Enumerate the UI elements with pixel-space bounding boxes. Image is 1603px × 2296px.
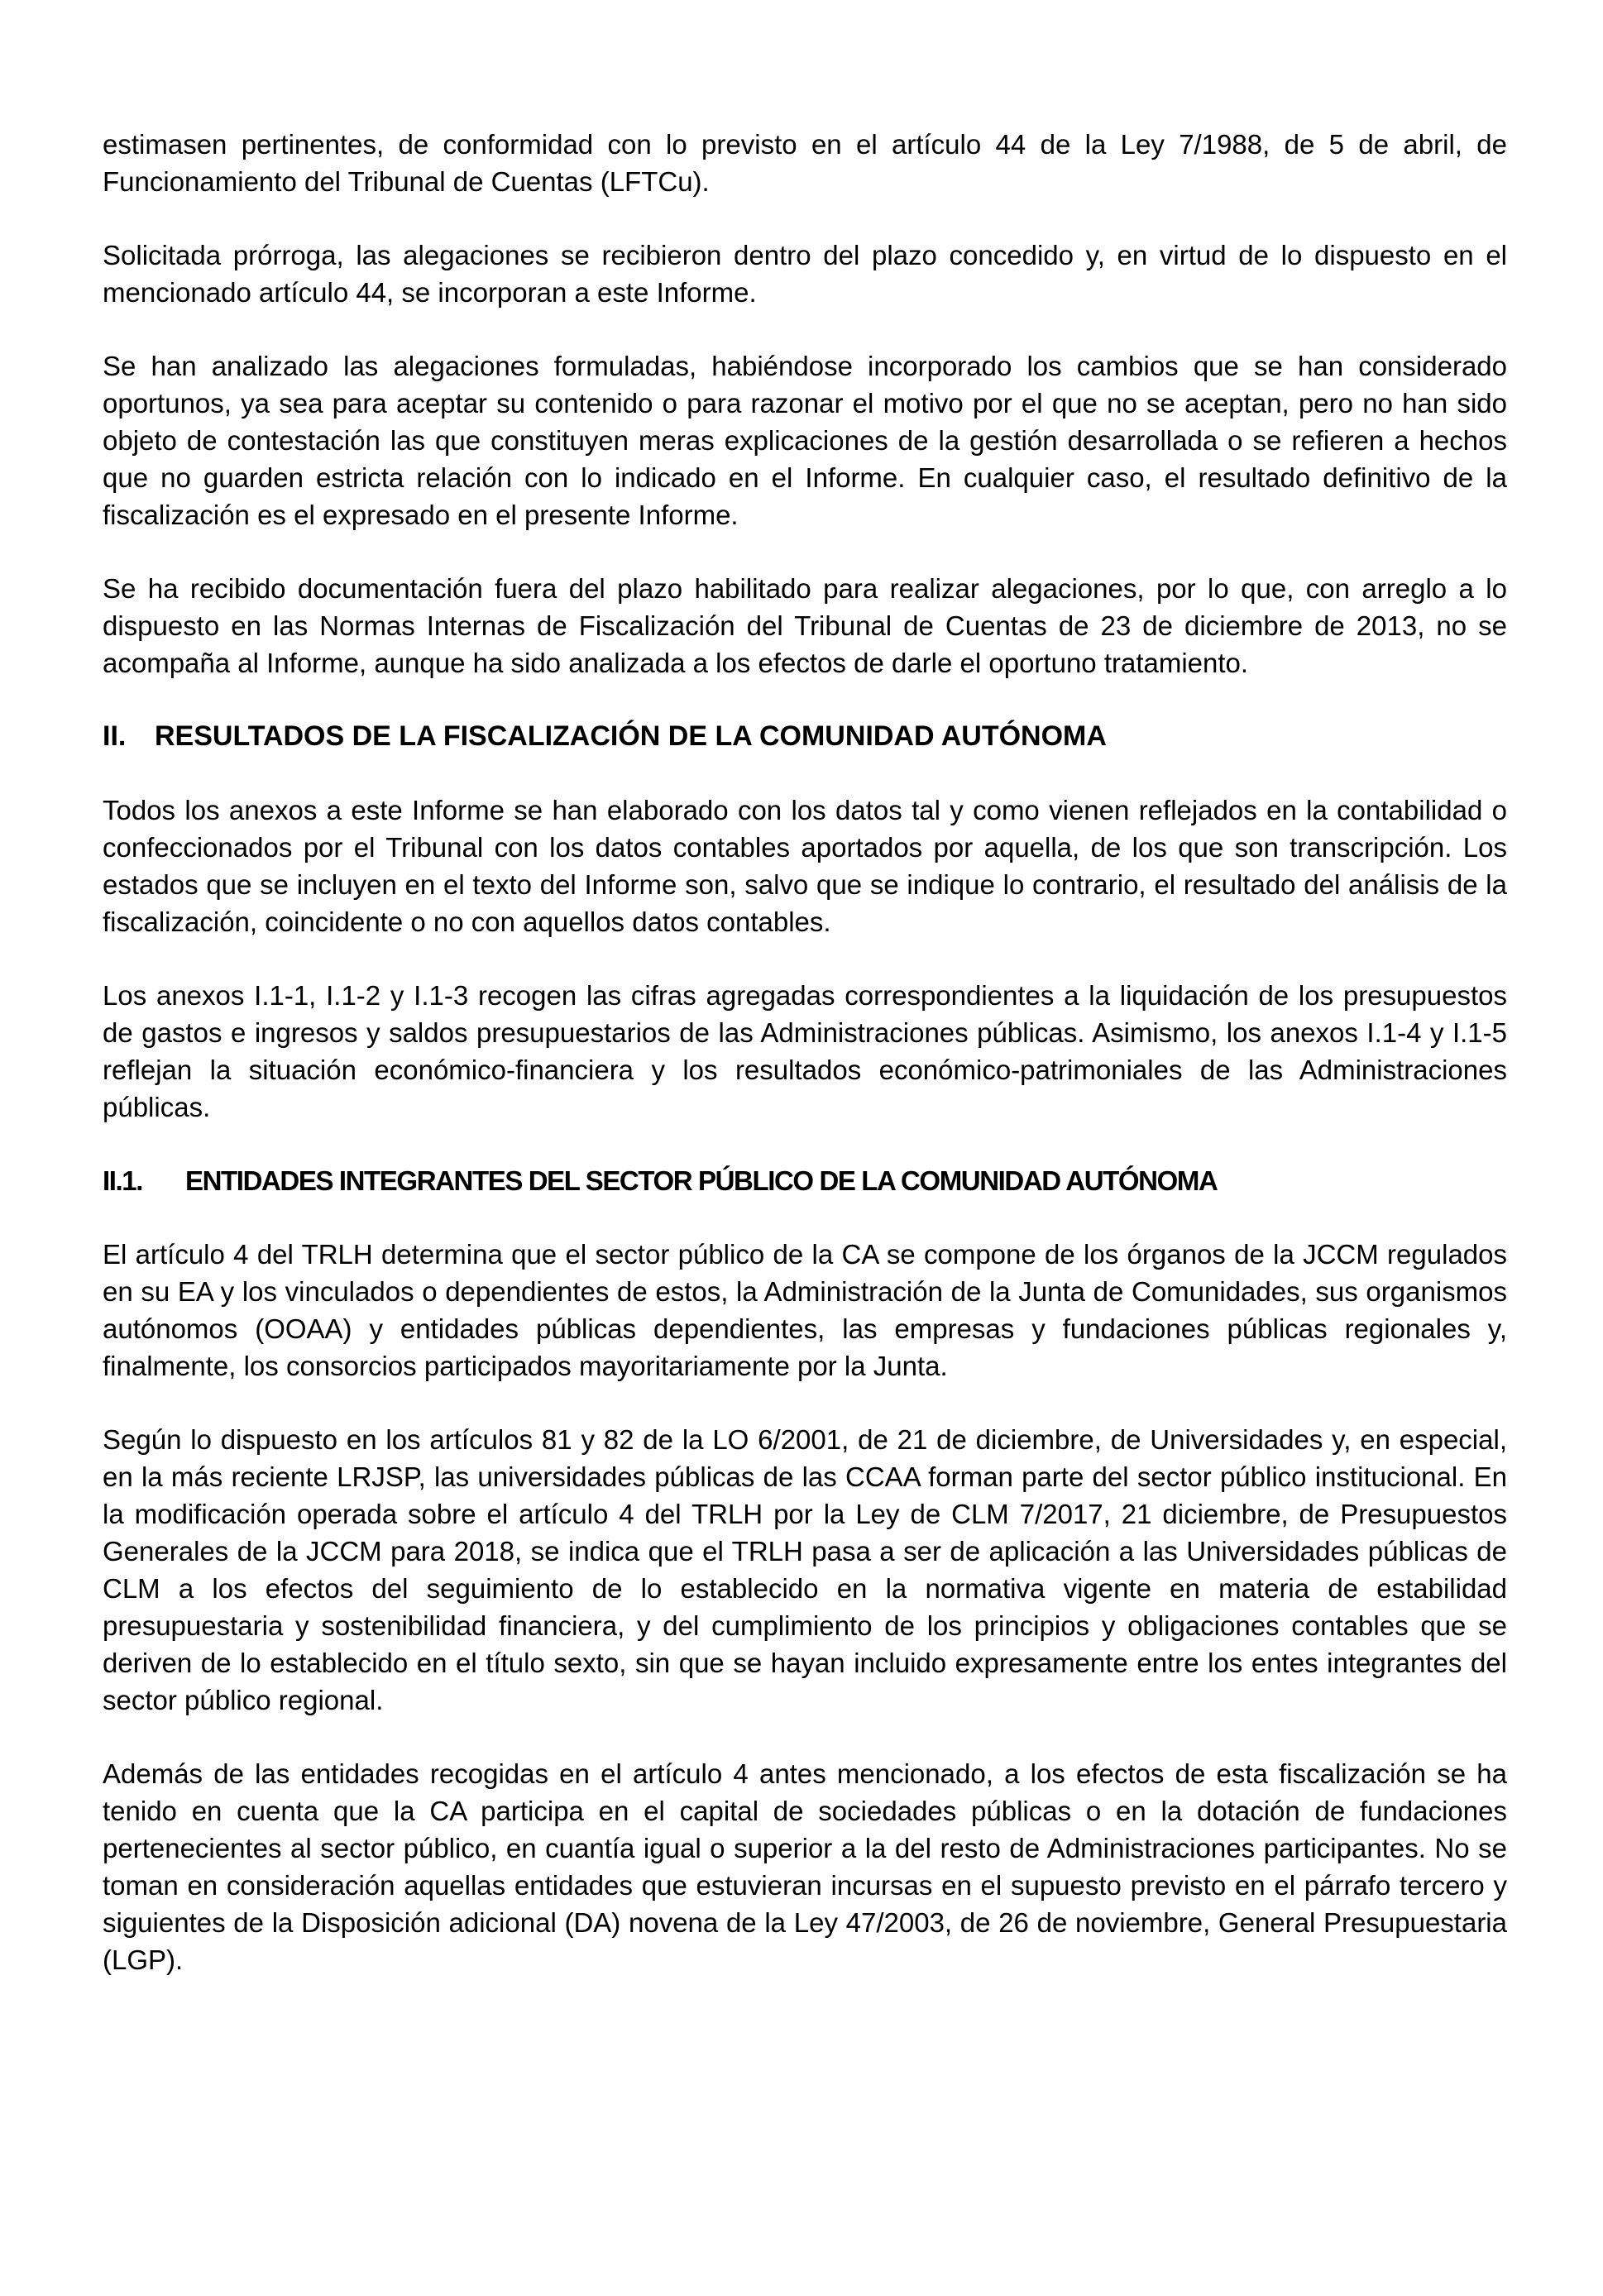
paragraph: Los anexos I.1-1, I.1-2 y I.1-3 recogen las cifras agregadas correspondientes a la liquidación de los presupuestos de gastos e ingresos y saldos presupuestarios de las Administraciones públicas. Asimismo, los anexos I.1-4 y I.1-5 reflejan la situación económico-financiera y los resultados económico-patrimoniales de las Administraciones públicas. — [103, 980, 1507, 1122]
paragraph: Todos los anexos a este Informe se han elaborado con los datos tal y como vienen reflejados en la contabilidad o confeccionados por el Tribunal con los datos contables aportados por aquella, de los que son transcripción. Los estados que se incluyen en el texto del Informe son, salvo que se indique lo contrario, el resultado del análisis de la fiscalización, coincidente o no con aquellos datos contables. — [103, 795, 1507, 937]
section-title: ENTIDADES INTEGRANTES DEL SECTOR PÚBLICO DE LA COMUNIDAD AUTÓNOMA — [185, 1165, 1218, 1196]
section-number: II. — [103, 720, 127, 752]
paragraph: Se ha recibido documentación fuera del plazo habilitado para realizar alegaciones, por lo que, con arreglo a lo dispuesto en las Normas Internas de Fiscalización del Tribunal de Cuentas de 23 de diciembre de 2013, no se acompaña al Informe, aunque ha sido analizada a los efectos de darle el oportuno tratamiento. — [103, 573, 1507, 678]
document-page — [103, 126, 1507, 2015]
paragraph: Según lo dispuesto en los artículos 81 y 82 de la LO 6/2001, de 21 de diciembre, de Universidades y, en especial, en la más reciente LRJSP, las universidades públicas de las CCAA forman parte del sector público institucional. En la modificación operada sobre el artículo 4 del TRLH por la Ley de CLM 7/2017, 21 diciembre, de Presupuestos Generales de la JCCM para 2018, se indica que el TRLH pasa a ser de aplicación a las Universidades públicas de CLM a los efectos del seguimiento de lo establecido en la normativa vigente en materia de estabilidad presupuestaria y sostenibilidad financiera, y del cumplimiento de los principios y obligaciones contables que se deriven de lo establecido en el título sexto, sin que se hayan incluido expresamente entre los entes integrantes del sector público regional. — [103, 1424, 1507, 1715]
paragraph: El artículo 4 del TRLH determina que el sector público de la CA se compone de los órganos de la JCCM regulados en su EA y los vinculados o dependientes de estos, la Administración de la Junta de Comunidades, sus organismos autónomos (OOAA) y entidades públicas dependientes, las empresas y fundaciones públicas regionales y, finalmente, los consorcios participados mayoritariamente por la Junta. — [103, 1239, 1507, 1381]
paragraph: Se han analizado las alegaciones formuladas, habiéndose incorporado los cambios que se han considerado oportunos, ya sea para aceptar su contenido o para razonar el motivo por el que no se aceptan, pero no han sido objeto de contestación las que constituyen meras explicaciones de la gestión desarrollada o se refieren a hechos que no guarden estricta relación con lo indicado en el Informe. En cualquier caso, el resultado definitivo de la fiscalización es el expresado en el presente Informe. — [103, 351, 1507, 530]
paragraph: Solicitada prórroga, las alegaciones se recibieron dentro del plazo concedido y, en virtud de lo dispuesto en el mencionado artículo 44, se incorporan a este Informe. — [103, 240, 1507, 308]
section-number: II.1. — [103, 1165, 143, 1196]
paragraph: estimasen pertinentes, de conformidad con lo previsto en el artículo 44 de la Ley 7/1988, de 5 de abril, de Funcionamiento del Tribunal de Cuentas (LFTCu). — [103, 129, 1507, 197]
section-heading-ii-1 — [103, 1162, 1507, 1199]
section-title: RESULTADOS DE LA FISCALIZACIÓN DE LA COMUNIDAD AUTÓNOMA — [155, 720, 1107, 752]
paragraph: Además de las entidades recogidas en el artículo 4 antes mencionado, a los efectos de esta fiscalización se ha tenido en cuenta que la CA participa en el capital de sociedades públicas o en la dotación de fundaciones pertenecientes al sector público, en cuantía igual o superior a la del resto de Administraciones participantes. No se toman en consideración aquellas entidades que estuvieran incursas en el supuesto previsto en el párrafo tercero y siguientes de la Disposición adicional (DA) novena de la Ley 47/2003, de 26 de noviembre, General Presupuestaria (LGP). — [103, 1758, 1507, 1975]
section-heading-ii — [103, 718, 1507, 755]
